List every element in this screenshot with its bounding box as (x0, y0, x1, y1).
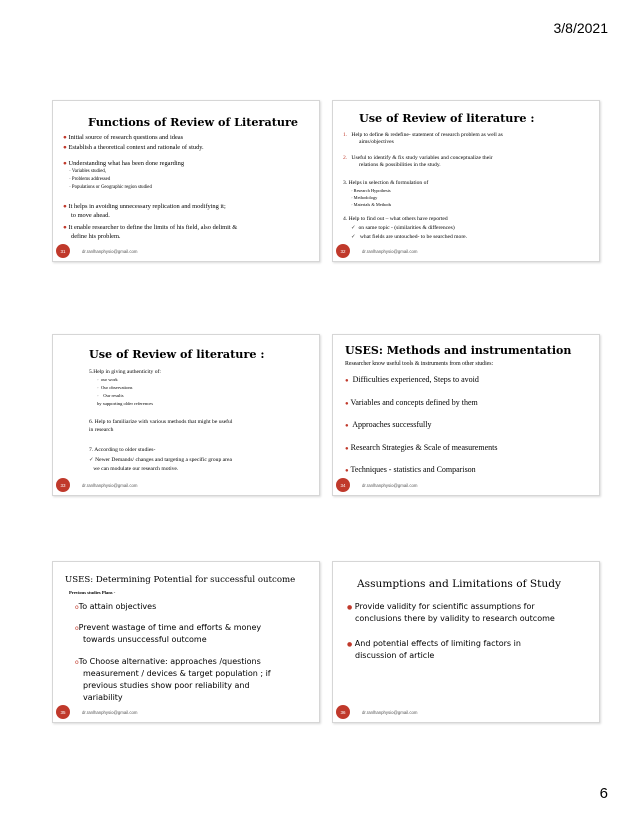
page-number: 6 (599, 785, 608, 802)
slide-number-badge: 35 (56, 705, 70, 719)
list-item: ✓ Newer Demands/ changes and targeting a specific group area (89, 457, 232, 463)
list-item: ◦ Variables studied, (69, 169, 106, 174)
list-item: ● Variables and concepts defined by them (345, 398, 478, 407)
list-item: ● Difficulties experienced, Steps to avoid (345, 375, 479, 384)
slide-31[interactable] (52, 100, 320, 262)
slide-35[interactable] (52, 561, 320, 723)
list-item: oTo Choose alternative: approaches /questions (75, 657, 261, 666)
list-item: 4. Help to find out – what others have reported (343, 216, 448, 222)
slide-33[interactable] (52, 334, 320, 496)
slide-number-badge: 31 (56, 244, 70, 258)
list-item: ✓ on same topic - (similarities & differences) (351, 225, 455, 231)
list-item: ◦ Research Hypothesis (351, 188, 391, 193)
list-item: 3. Helps in selection & formulation of (343, 180, 429, 186)
print-date: 3/8/2021 (553, 20, 608, 36)
list-item: ◦ Our observations (97, 385, 133, 390)
list-item: 1. Help to define & redefine- statement of research problem as well as (343, 132, 503, 138)
list-item: oTo attain objectives (75, 602, 157, 611)
footer-email: dr.ranlhanphysio@gmail.com (82, 249, 138, 254)
list-item-continued: define his problem. (71, 233, 121, 240)
slide-34[interactable] (332, 334, 600, 496)
slide-title: Use of Review of literature : (359, 111, 535, 125)
list-item: ● Techniques - statistics and Comparison (345, 465, 476, 474)
list-item: ● And potential effects of limiting factors in (347, 639, 521, 648)
slide-title: Functions of Review of Literature (87, 115, 299, 129)
list-item: ◦ Methodology (351, 195, 378, 200)
list-item: ● It enable researcher to define the limits of his field, also delimit & (63, 224, 238, 231)
footer-email: dr.ranlhanphysio@gmail.com (362, 710, 418, 715)
list-item-continued: aims/objectives (359, 139, 394, 145)
list-item-continued: variability (83, 693, 123, 702)
slide-number-badge: 36 (336, 705, 350, 719)
list-item-continued: in research (89, 427, 114, 433)
slide-title: USES: Methods and instrumentation (345, 344, 572, 357)
list-item: 5.Help in giving authenticity of: (89, 369, 161, 375)
list-item-continued: discussion of article (355, 651, 435, 660)
slide-number-badge: 33 (56, 478, 70, 492)
list-item: ● Understanding what has been done regarding (63, 160, 185, 167)
list-item-continued: measurement / devices & target population ; if (83, 669, 271, 678)
list-item-continued: we can modulate our research motive. (93, 466, 179, 472)
list-item: ✓ what fields are untouched- to be searched more. (351, 234, 468, 240)
slide-number-badge: 32 (336, 244, 350, 258)
list-item: oPrevent wastage of time and efforts & money (75, 623, 262, 632)
slide-title: USES: Determining Potential for successful outcome (65, 575, 296, 585)
list-item: ● Provide validity for scientific assumptions for (347, 602, 535, 611)
list-item: ● Research Strategies & Scale of measurements (345, 443, 498, 452)
list-item-continued: to move ahead. (71, 212, 110, 219)
list-item-continued: towards unsuccessful outcome (83, 635, 207, 644)
slide-title: Assumptions and Limitations of Study (357, 578, 561, 590)
footer-email: dr.ranlhanphysio@gmail.com (82, 710, 138, 715)
slide-number-badge: 34 (336, 478, 350, 492)
list-item: 2. Useful to identify & fix study variables and conceptualize their (343, 155, 493, 161)
footer-email: dr.ranlhanphysio@gmail.com (362, 483, 418, 488)
list-item: ● Establish a theoretical context and rationale of study. (63, 144, 204, 151)
list-item: 6. Help to familiarize with various methods that might be useful (89, 419, 233, 425)
list-item: ◦ Our results (97, 393, 124, 398)
list-item-continued: previous studies show poor reliability and (83, 681, 250, 690)
slide-32[interactable] (332, 100, 600, 262)
slide-title: Use of Review of literature : (89, 347, 265, 361)
slide-36[interactable] (332, 561, 600, 723)
list-item-continued: relations & possibilities in the study. (359, 162, 441, 168)
list-item: ◦ our work (97, 377, 118, 382)
list-item: Previous studies Plans - (69, 590, 116, 595)
list-item-continued: conclusions there by validity to research outcome (355, 614, 555, 623)
list-item: ● Initial source of research questions and ideas (63, 134, 184, 141)
list-item: by supporting older references (97, 401, 153, 406)
footer-email: dr.ranlhanphysio@gmail.com (362, 249, 418, 254)
list-item: ◦ Problems addressed (69, 177, 111, 182)
list-item: Researcher know useful tools & instruments from other studies: (345, 361, 494, 367)
list-item: 7. According to older studies- (89, 447, 156, 453)
list-item: ◦ Materials & Methods (351, 202, 392, 207)
footer-email: dr.ranlhanphysio@gmail.com (82, 483, 138, 488)
list-item: ● It helps in avoiding unnecessary replication and modifying it; (63, 203, 226, 210)
list-item: ◦ Populations or Geographic region studied (69, 185, 152, 190)
list-item: ● Approaches successfully (345, 420, 432, 429)
